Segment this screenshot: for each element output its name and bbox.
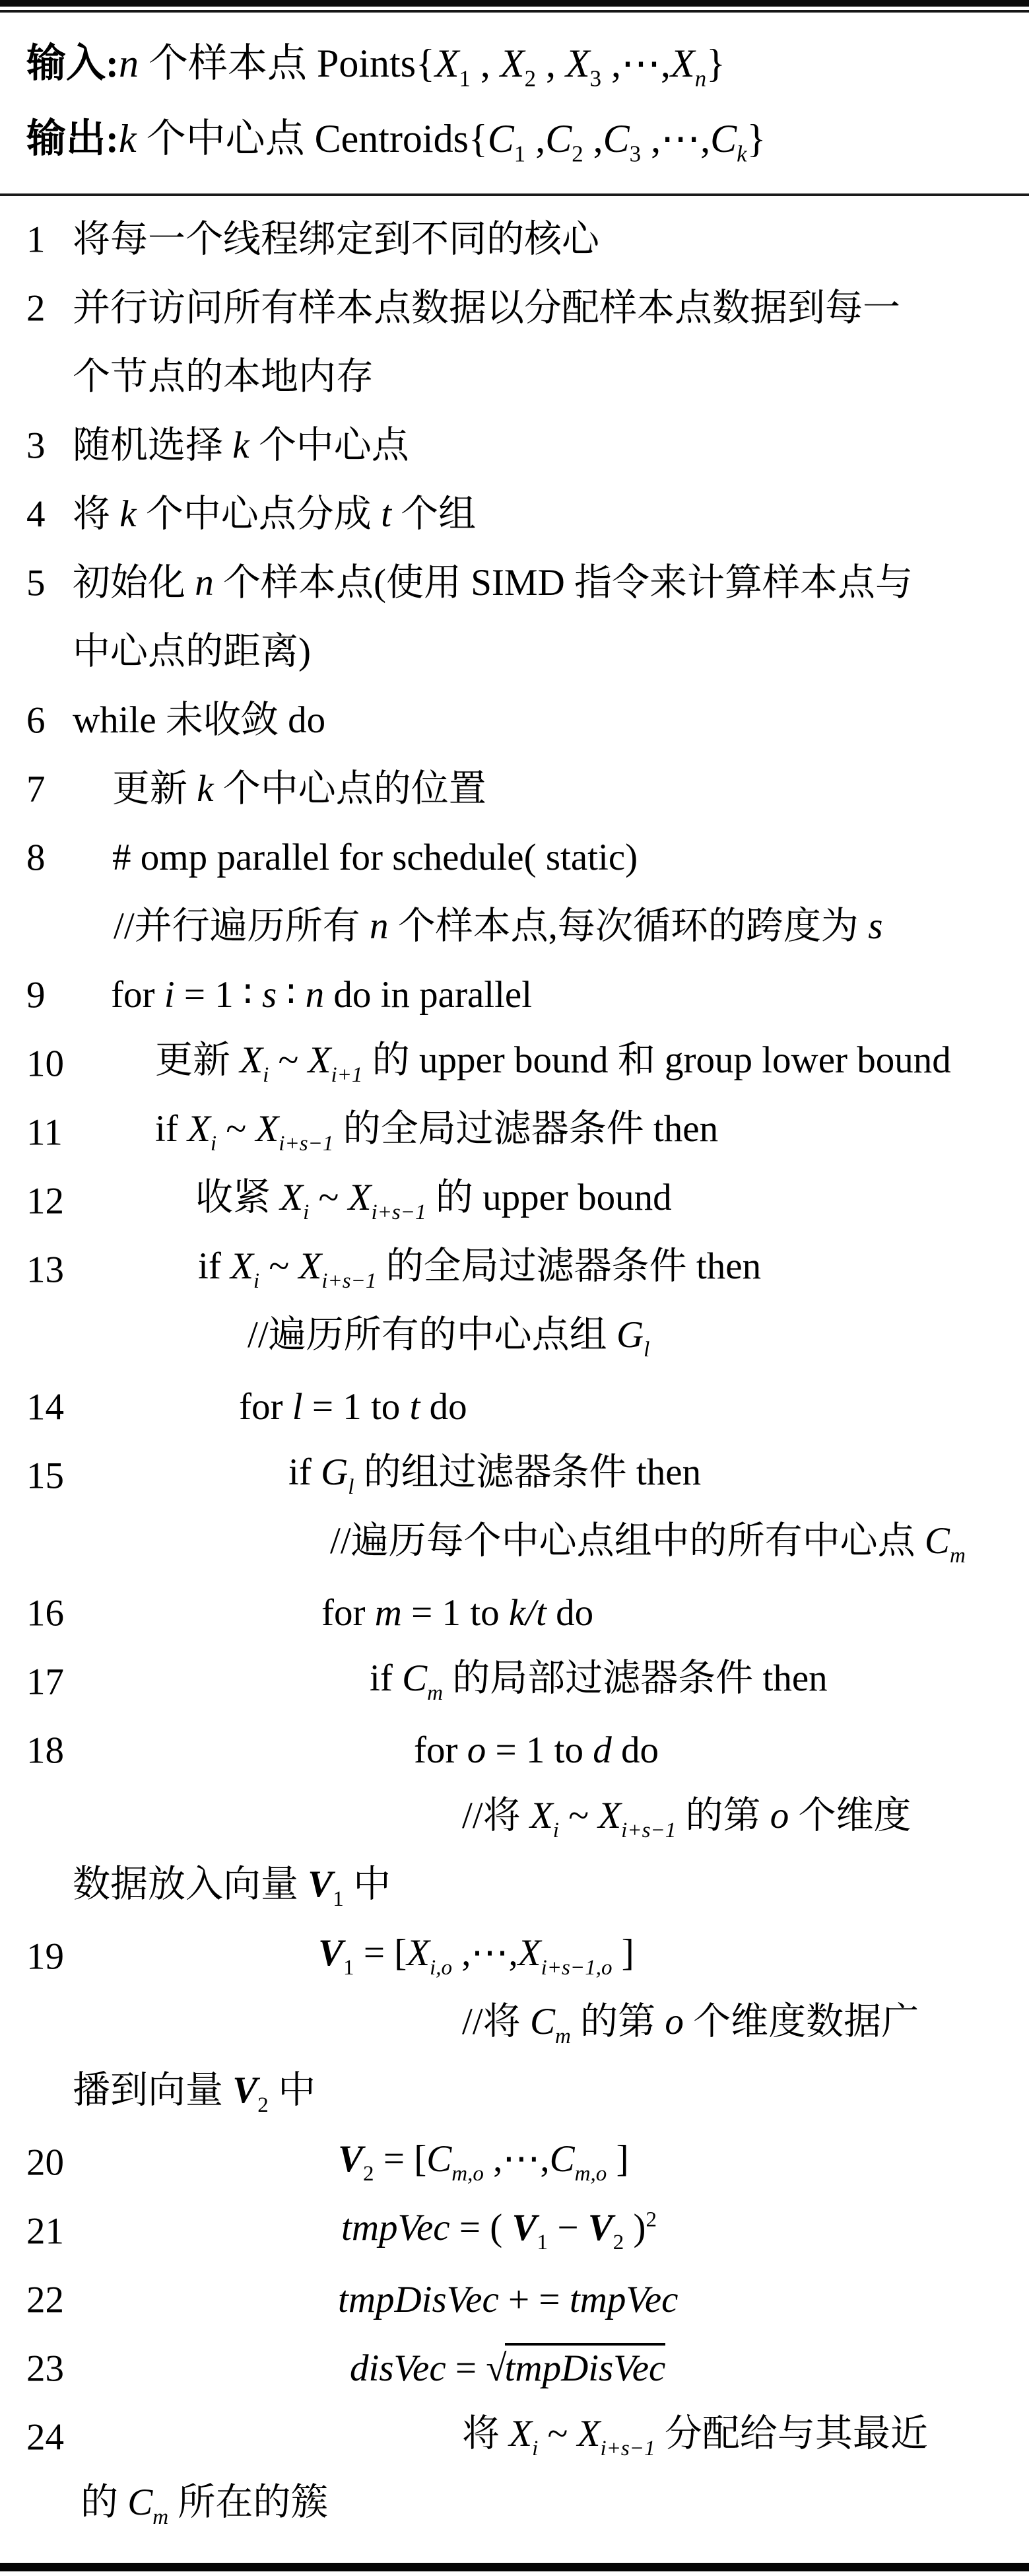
math-var-segment: disVec — [350, 2348, 446, 2390]
math-var-segment: C — [487, 117, 514, 161]
algo-line-3 — [0, 411, 1029, 480]
line-text — [0, 1865, 391, 1911]
math-var-segment: G — [616, 1314, 644, 1356]
math-var-segment: i — [532, 2437, 539, 2461]
algo-continuation-line — [0, 892, 1029, 961]
math-var-segment: n — [369, 905, 389, 948]
math-var-segment: k — [119, 493, 137, 536]
text-segment: for — [414, 1729, 467, 1772]
line-number: 10 — [26, 1043, 64, 1085]
text-segment: = 1 ∶ — [174, 974, 263, 1016]
algo-line-18 — [0, 1716, 1029, 1785]
line-number: 16 — [26, 1592, 64, 1634]
line-number: 6 — [26, 699, 46, 742]
bottom-rule — [0, 2563, 1029, 2571]
line-text — [0, 2349, 665, 2388]
algo-line-23 — [0, 2334, 1029, 2403]
math-var-segment: s — [868, 905, 883, 948]
algo-line-9 — [0, 961, 1029, 1029]
math-var-segment: n — [305, 974, 325, 1016]
text-segment: = 1 to — [302, 1386, 410, 1428]
line-text — [0, 1178, 672, 1224]
text-segment: 2 — [613, 2231, 624, 2255]
math-var-segment: k — [118, 117, 137, 161]
math-var-segment: X — [598, 1795, 622, 1837]
line-number: 11 — [26, 1111, 63, 1154]
algo-continuation-line — [0, 1854, 1029, 1922]
math-var-segment: n — [118, 42, 139, 86]
text-segment: //遍历每个中心点组中的所有中心点 — [330, 1520, 925, 1562]
algo-line-15 — [0, 1442, 1029, 1510]
line-number: 9 — [26, 974, 46, 1016]
text-segment: 分配给与其最近 — [655, 2413, 928, 2455]
text-segment: = 1 to — [401, 1592, 509, 1634]
line-text — [0, 1041, 951, 1087]
math-var-segment: X — [240, 1039, 263, 1082]
line-text — [0, 907, 882, 946]
algo-continuation-line — [0, 1991, 1029, 2060]
text-segment: ) — [624, 2207, 646, 2249]
text-segment: //将 — [462, 1795, 530, 1837]
text-segment: do in parallel — [324, 974, 533, 1016]
text-segment: //遍历所有的中心点组 — [248, 1314, 616, 1356]
line-text — [0, 838, 638, 878]
math-var-segment: X — [230, 1245, 253, 1288]
text-segment: 更新 — [112, 768, 197, 810]
text-segment: 的 — [81, 2482, 128, 2524]
text-segment: 将 — [73, 493, 120, 536]
text-segment: 个样本点(使用 SIMD 指令来计算样本点与 — [213, 562, 913, 604]
text-segment: for — [239, 1386, 292, 1428]
math-var-segment: l — [292, 1386, 303, 1428]
math-var-segment: o — [770, 1795, 789, 1837]
line-text — [0, 1247, 761, 1293]
math-var-segment: n — [195, 562, 214, 604]
text-segment: 中 — [268, 2070, 316, 2112]
text-segment: //将 — [462, 2001, 530, 2043]
text-segment: 1 — [459, 66, 471, 92]
math-var-segment: i+s−1 — [371, 1201, 426, 1225]
line-number: 1 — [26, 219, 46, 261]
algorithm-header — [0, 13, 1029, 193]
text-segment: √ — [486, 2348, 507, 2390]
algo-line-10 — [0, 1029, 1029, 1098]
math-var-segment: o — [467, 1729, 486, 1772]
line-number: 8 — [26, 837, 46, 879]
text-segment: ,⋯, — [452, 1932, 518, 1974]
math-var-segment: i+1 — [331, 1063, 363, 1088]
math-var-segment: C — [426, 2138, 452, 2180]
math-var-segment: X — [565, 42, 590, 86]
line-text — [0, 2002, 919, 2048]
math-var-segment: k — [737, 141, 747, 168]
text-segment: 初始化 — [73, 562, 195, 604]
text-segment: ,⋯, — [483, 2138, 550, 2180]
algo-line-7 — [0, 755, 1029, 823]
math-var-segment: m — [554, 2025, 571, 2049]
line-text — [0, 426, 409, 466]
line-number: 3 — [26, 425, 46, 467]
text-segment: ,⋯, — [601, 42, 671, 86]
text-segment: 输入: — [26, 42, 119, 86]
line-number: 7 — [26, 768, 46, 810]
line-number: 12 — [26, 1180, 64, 1222]
header-output-line — [0, 105, 1029, 180]
math-var-segment: i+s−1,o — [541, 1956, 613, 1980]
algo-line-11 — [0, 1098, 1029, 1167]
text-segment: = [ — [374, 2138, 427, 2180]
math-var-segment: C — [603, 117, 630, 161]
math-var-segment: C — [127, 2482, 153, 2524]
text-segment: 数据放入向量 — [73, 1863, 308, 1906]
math-var-segment: C — [549, 2138, 575, 2180]
text-segment: ~ — [269, 1039, 308, 1082]
algo-continuation-line — [0, 2060, 1029, 2128]
math-var-segment: X — [280, 1177, 304, 1219]
text-segment: 的全局过滤器条件 then — [333, 1108, 719, 1150]
text-segment: 3 — [589, 66, 602, 92]
text-segment: = — [446, 2348, 486, 2390]
math-var-segment: i — [303, 1201, 310, 1225]
math-var-segment: n — [694, 66, 707, 92]
text-segment: } — [706, 42, 725, 86]
text-segment: ~ — [558, 1795, 599, 1837]
line-text — [0, 1521, 966, 1568]
text-segment: + = — [498, 2279, 570, 2321]
algo-line-2 — [0, 274, 1029, 343]
math-var-segment: m,o — [574, 2162, 607, 2186]
math-var-segment: V — [318, 1932, 344, 1974]
line-text — [0, 1593, 593, 1633]
math-var-segment: m — [152, 2505, 169, 2530]
line-text — [0, 357, 374, 397]
algo-line-20 — [0, 2128, 1029, 2197]
math-var-segment: X — [517, 1932, 541, 1974]
text-segment: 个样本点 Points — [138, 42, 416, 86]
line-text — [0, 2483, 328, 2529]
text-segment: 中 — [343, 1863, 391, 1906]
math-var-segment: X — [509, 2413, 533, 2455]
text-segment: 并行访问所有样本点数据以分配样本点数据到每一 — [73, 287, 900, 330]
text-segment: , — [470, 42, 500, 86]
line-text — [0, 220, 599, 260]
math-var-segment: X — [255, 1108, 279, 1150]
algo-line-22 — [0, 2266, 1029, 2334]
math-var-segment: i+s−1 — [321, 1269, 377, 1294]
line-text — [0, 1109, 718, 1156]
math-var-segment: i — [253, 1269, 260, 1294]
text-segment: ∶ — [277, 974, 306, 1016]
text-segment: 个组 — [391, 493, 477, 536]
algo-continuation-line — [0, 1785, 1029, 1854]
math-var-segment: o — [665, 2001, 684, 2043]
math-var-segment: V — [338, 2138, 364, 2180]
math-var-segment: tmpVec — [569, 2279, 679, 2321]
text-segment: if — [370, 1657, 403, 1700]
algo-continuation-line — [0, 2472, 1029, 2540]
text-segment: 3 — [629, 141, 642, 168]
math-var-segment: l — [348, 1475, 354, 1500]
math-var-segment: k — [197, 768, 214, 810]
math-var-segment: G — [321, 1451, 349, 1494]
text-segment: = [ — [354, 1932, 407, 1974]
text-segment: ~ — [538, 2413, 578, 2455]
text-segment: ] — [607, 2138, 629, 2180]
math-var-segment: i,o — [430, 1956, 452, 1980]
line-text — [0, 975, 532, 1015]
text-segment: do — [611, 1729, 659, 1772]
algo-continuation-line — [0, 1510, 1029, 1579]
text-segment: 1 — [343, 1956, 354, 1980]
math-var-segment: i — [552, 1819, 559, 1843]
text-segment: { — [468, 117, 488, 161]
text-segment: ,⋯, — [641, 117, 711, 161]
text-segment: 输出: — [26, 117, 119, 161]
text-segment: 个中心点 Centroids — [136, 117, 469, 161]
math-var-segment: i — [210, 1132, 217, 1156]
math-var-segment: i+s−1 — [600, 2437, 655, 2461]
line-number: 24 — [26, 2416, 64, 2458]
line-number: 17 — [26, 1661, 64, 1703]
text-segment: 的 upper bound 和 group lower bound — [362, 1039, 951, 1082]
math-var-segment: tmpVec — [341, 2207, 450, 2249]
text-segment: # omp parallel for schedule( static) — [112, 837, 638, 879]
math-var-segment: m,o — [451, 2162, 484, 2186]
text-segment: tmpDisVec — [505, 2343, 666, 2389]
algo-line-8 — [0, 823, 1029, 892]
math-var-segment: C — [710, 117, 737, 161]
line-number: 19 — [26, 1935, 64, 1978]
math-var-segment: l — [644, 1338, 650, 1362]
algo-line-14 — [0, 1373, 1029, 1442]
line-text — [0, 563, 913, 603]
math-var-segment: C — [402, 1657, 428, 1700]
text-segment: 的局部过滤器条件 then — [442, 1657, 828, 1700]
algorithm-body — [0, 196, 1029, 2540]
text-segment: = 1 to — [486, 1729, 593, 1772]
text-segment: − — [548, 2207, 588, 2249]
text-segment: 个维度 — [789, 1795, 912, 1837]
line-text — [0, 1933, 634, 1980]
text-segment: ~ — [309, 1177, 349, 1219]
math-var-segment: X — [407, 1932, 430, 1974]
line-number: 21 — [26, 2210, 64, 2252]
line-number: 4 — [26, 493, 46, 536]
line-text — [0, 1796, 912, 1842]
line-text — [0, 2208, 657, 2254]
text-segment: 个样本点,每次循环的跨度为 — [388, 905, 869, 948]
text-segment: do — [420, 1386, 467, 1428]
text-segment: , — [535, 42, 566, 86]
math-var-segment: m — [949, 1544, 966, 1568]
line-text — [0, 2071, 315, 2117]
line-number: 5 — [26, 562, 46, 604]
text-segment: 随机选择 — [73, 425, 233, 467]
text-segment: 个节点的本地内存 — [73, 356, 374, 398]
text-segment: 2 — [646, 2208, 657, 2232]
math-var-segment: m — [374, 1592, 402, 1634]
text-segment: 的 upper bound — [426, 1177, 672, 1219]
text-segment: 1 — [514, 141, 526, 168]
algo-line-6 — [0, 686, 1029, 755]
text-segment: 个中心点 — [249, 425, 409, 467]
text-segment: , — [583, 117, 603, 161]
text-segment: 将 — [462, 2413, 510, 2455]
line-number: 15 — [26, 1455, 64, 1497]
text-segment: = ( — [449, 2207, 512, 2249]
math-var-segment: t — [381, 493, 391, 536]
text-segment: if — [198, 1245, 231, 1288]
math-var-segment: X — [187, 1108, 211, 1150]
header-input-line — [0, 30, 1029, 105]
math-var-segment: X — [529, 1795, 553, 1837]
text-segment: 2 — [257, 2093, 269, 2118]
math-var-segment: d — [593, 1729, 612, 1772]
math-var-segment: t — [409, 1386, 420, 1428]
text-segment: if — [155, 1108, 188, 1150]
algo-line-21 — [0, 2197, 1029, 2266]
text-segment: 的全局过滤器条件 then — [376, 1245, 762, 1288]
text-segment: 2 — [524, 66, 536, 92]
algo-line-12 — [0, 1167, 1029, 1236]
math-var-segment: i — [263, 1063, 269, 1088]
text-segment: 个中心点分成 — [136, 493, 382, 536]
text-segment: for — [111, 974, 164, 1016]
text-segment: for — [321, 1592, 375, 1634]
math-var-segment: k — [232, 425, 249, 467]
text-segment: } — [747, 117, 766, 161]
math-var-segment: V — [308, 1863, 333, 1906]
algo-continuation-line — [0, 617, 1029, 686]
algo-line-17 — [0, 1648, 1029, 1716]
top-rule-thick — [0, 0, 1029, 7]
math-var-segment: C — [529, 2001, 555, 2043]
text-segment: ~ — [216, 1108, 256, 1150]
math-var-segment: m — [427, 1681, 443, 1706]
math-var-segment: k/t — [508, 1592, 547, 1634]
line-text — [0, 2414, 928, 2460]
text-segment: 2 — [572, 141, 583, 168]
line-number: 14 — [26, 1386, 64, 1428]
text-segment: 2 — [363, 2162, 374, 2186]
math-var-segment: X — [577, 2413, 601, 2455]
math-var-segment: C — [924, 1520, 950, 1562]
text-segment: 将每一个线程绑定到不同的核心 — [73, 219, 599, 261]
math-var-segment: V — [587, 2207, 613, 2249]
math-var-segment: s — [262, 974, 277, 1016]
line-text — [0, 769, 486, 809]
algo-line-19 — [0, 1922, 1029, 1991]
algo-continuation-line — [0, 1304, 1029, 1373]
math-var-segment: X — [348, 1177, 372, 1219]
algo-line-4 — [0, 480, 1029, 549]
text-segment: 个维度数据广 — [683, 2001, 919, 2043]
text-segment: 个中心点的位置 — [213, 768, 486, 810]
line-number: 18 — [26, 1729, 64, 1772]
algo-line-5 — [0, 549, 1029, 617]
line-text — [0, 43, 725, 91]
text-segment: 中心点的距离) — [73, 631, 311, 673]
math-var-segment: i+s−1 — [621, 1819, 677, 1843]
line-text — [0, 1387, 467, 1427]
algo-line-1 — [0, 205, 1029, 274]
text-segment: ] — [612, 1932, 634, 1974]
line-text — [0, 2140, 629, 2186]
line-text — [0, 632, 311, 672]
text-segment: 的第 — [570, 2001, 665, 2043]
text-segment: 收紧 — [195, 1177, 281, 1219]
text-segment: do — [546, 1592, 594, 1634]
line-text — [0, 1453, 701, 1499]
math-var-segment: X — [308, 1039, 331, 1082]
line-number: 13 — [26, 1249, 64, 1291]
math-var-segment: X — [298, 1245, 322, 1288]
text-segment: ~ — [259, 1245, 299, 1288]
algo-line-13 — [0, 1236, 1029, 1304]
line-text — [0, 495, 476, 534]
line-text — [0, 118, 766, 166]
math-var-segment: i+s−1 — [279, 1132, 334, 1156]
line-number: 20 — [26, 2141, 64, 2184]
line-text — [0, 1315, 649, 1362]
math-var-segment: X — [671, 42, 695, 86]
math-var-segment: X — [434, 42, 459, 86]
line-text — [0, 2280, 678, 2320]
math-var-segment: V — [232, 2070, 258, 2112]
line-number: 22 — [26, 2279, 64, 2321]
text-segment: 所在的簇 — [168, 2482, 329, 2524]
text-segment: , — [525, 117, 546, 161]
line-text — [0, 1659, 828, 1705]
text-segment: //并行遍历所有 — [114, 905, 370, 948]
text-segment: 播到向量 — [73, 2070, 233, 2112]
line-text — [0, 701, 325, 740]
line-text — [0, 289, 900, 328]
text-segment: 1 — [333, 1887, 344, 1912]
math-var-segment: V — [512, 2207, 537, 2249]
math-var-segment: tmpDisVec — [338, 2279, 499, 2321]
line-number: 2 — [26, 287, 46, 330]
text-segment: { — [416, 42, 435, 86]
math-var-segment: i — [164, 974, 175, 1016]
algo-line-16 — [0, 1579, 1029, 1648]
text-segment: 的组过滤器条件 then — [354, 1451, 702, 1494]
text-segment: 更新 — [155, 1039, 240, 1082]
line-text — [0, 1731, 659, 1770]
algo-continuation-line — [0, 343, 1029, 411]
text-segment: 1 — [537, 2231, 548, 2255]
math-var-segment: X — [500, 42, 525, 86]
line-number: 23 — [26, 2348, 64, 2390]
math-var-segment: C — [545, 117, 572, 161]
text-segment: 的第 — [676, 1795, 770, 1837]
algo-line-24 — [0, 2403, 1029, 2472]
text-segment: if — [288, 1451, 321, 1494]
text-segment: while 未收敛 do — [73, 699, 326, 742]
